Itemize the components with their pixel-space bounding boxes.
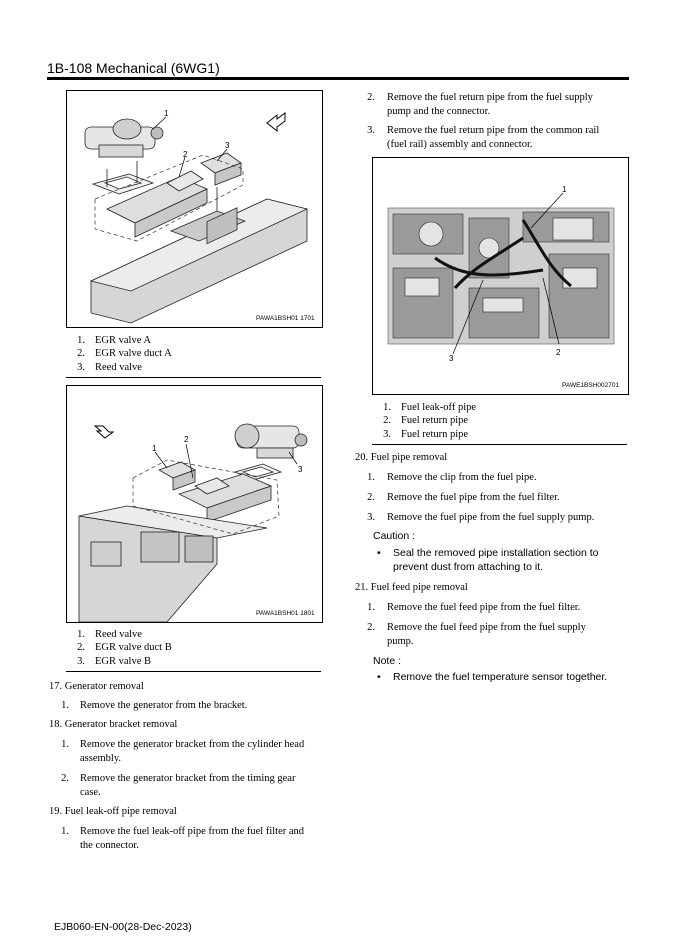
legend-item: Reed valve [95,362,142,373]
note-label: Note : [373,655,402,667]
figure-fuel-pipes [372,157,629,395]
step-number: 1. [61,700,69,711]
figure-code: PAWA1BSH01 1701 [256,315,315,322]
callout-3: 3 [298,465,303,474]
step-text: the connector. [80,840,139,851]
step-text: Remove the fuel feed pipe from the fuel supply [387,622,586,633]
step-text: case. [80,787,101,798]
step-text: (fuel rail) assembly and connector. [387,139,533,150]
legend-item: EGR valve duct A [95,348,172,359]
callout-2: 2 [183,150,188,159]
legend-item: Fuel return pipe [401,415,469,426]
callout-2: 2 [184,435,189,444]
legend-item: Fuel leak-off pipe [401,402,477,413]
egr-valve-a-illustration [67,91,322,327]
legend-item: EGR valve A [95,335,151,346]
step-number: 3. [367,512,375,523]
caution-label: Caution : [373,530,416,542]
step-number: 1. [367,472,375,483]
figure-code: PAWE1BSH002701 [562,382,620,389]
page-footer: EJB060-EN-00(28-Dec-2023) [54,921,192,933]
step-text: pump and the connector. [387,106,491,117]
step-text: Remove the fuel return pipe from the fuel supply [387,92,593,103]
section-heading-21: 21. Fuel feed pipe removal [355,582,468,593]
page-header: 1B-108 Mechanical (6WG1) [47,60,220,76]
callout-2: 2 [556,348,561,357]
callout-1: 1 [164,109,169,118]
step-text: Remove the fuel pipe from the fuel supply pump. [387,512,595,523]
section-heading-18: 18. Generator bracket removal [49,719,178,730]
step-number: 1. [61,739,69,750]
step-text: Remove the generator bracket from the timing gear [80,773,296,784]
fuel-pipes-illustration [373,158,628,394]
callout-3: 3 [449,354,454,363]
legend-number: 2. [77,348,85,359]
legend-number: 2. [77,642,85,653]
caution-text: Seal the removed pipe installation section to [393,547,599,559]
legend-number: 3. [383,429,391,440]
bullet: • [377,671,381,683]
legend-number: 1. [383,402,391,413]
caution-text: prevent dust from attaching to it. [393,561,543,573]
legend-number: 3. [77,656,85,667]
legend-item: EGR valve duct B [95,642,172,653]
figure-egr-valve-b [66,385,323,623]
step-text: Remove the fuel pipe from the fuel filter. [387,492,560,503]
section-heading-17: 17. Generator removal [49,681,144,692]
legend-item: EGR valve B [95,656,151,667]
legend-number: 1. [77,335,85,346]
step-number: 2. [367,92,375,103]
step-text: Remove the fuel leak-off pipe from the fuel filter and [80,826,305,837]
legend-item: Reed valve [95,629,142,640]
callout-3: 3 [225,141,230,150]
section-heading-20: 20. Fuel pipe removal [355,452,448,463]
bullet: • [377,547,381,559]
step-text: Remove the clip from the fuel pipe. [387,472,537,483]
step-text: Remove the generator bracket from the cylinder head [80,739,305,750]
step-text: Remove the fuel return pipe from the common rail [387,125,600,136]
legend-rule [66,377,321,378]
legend-item: Fuel return pipe [401,429,469,440]
step-number: 3. [367,125,375,136]
figure-code: PAWA1BSH01 1801 [256,610,315,617]
step-number: 2. [367,492,375,503]
header-rule [47,77,629,80]
step-text: Remove the generator from the bracket. [80,700,248,711]
step-number: 1. [61,826,69,837]
legend-number: 2. [383,415,391,426]
step-number: 2. [61,773,69,784]
step-text: assembly. [80,753,122,764]
legend-number: 3. [77,362,85,373]
legend-rule [372,444,627,445]
step-text: Remove the fuel feed pipe from the fuel filter. [387,602,581,613]
figure-egr-valve-a [66,90,323,328]
step-text: pump. [387,636,414,647]
section-heading-19: 19. Fuel leak-off pipe removal [49,806,177,817]
note-text: Remove the fuel temperature sensor together. [393,671,608,683]
legend-rule [66,671,321,672]
callout-1: 1 [562,185,567,194]
callout-1: 1 [152,444,157,453]
step-number: 1. [367,602,375,613]
egr-valve-b-illustration [67,386,322,622]
legend-number: 1. [77,629,85,640]
step-number: 2. [367,622,375,633]
